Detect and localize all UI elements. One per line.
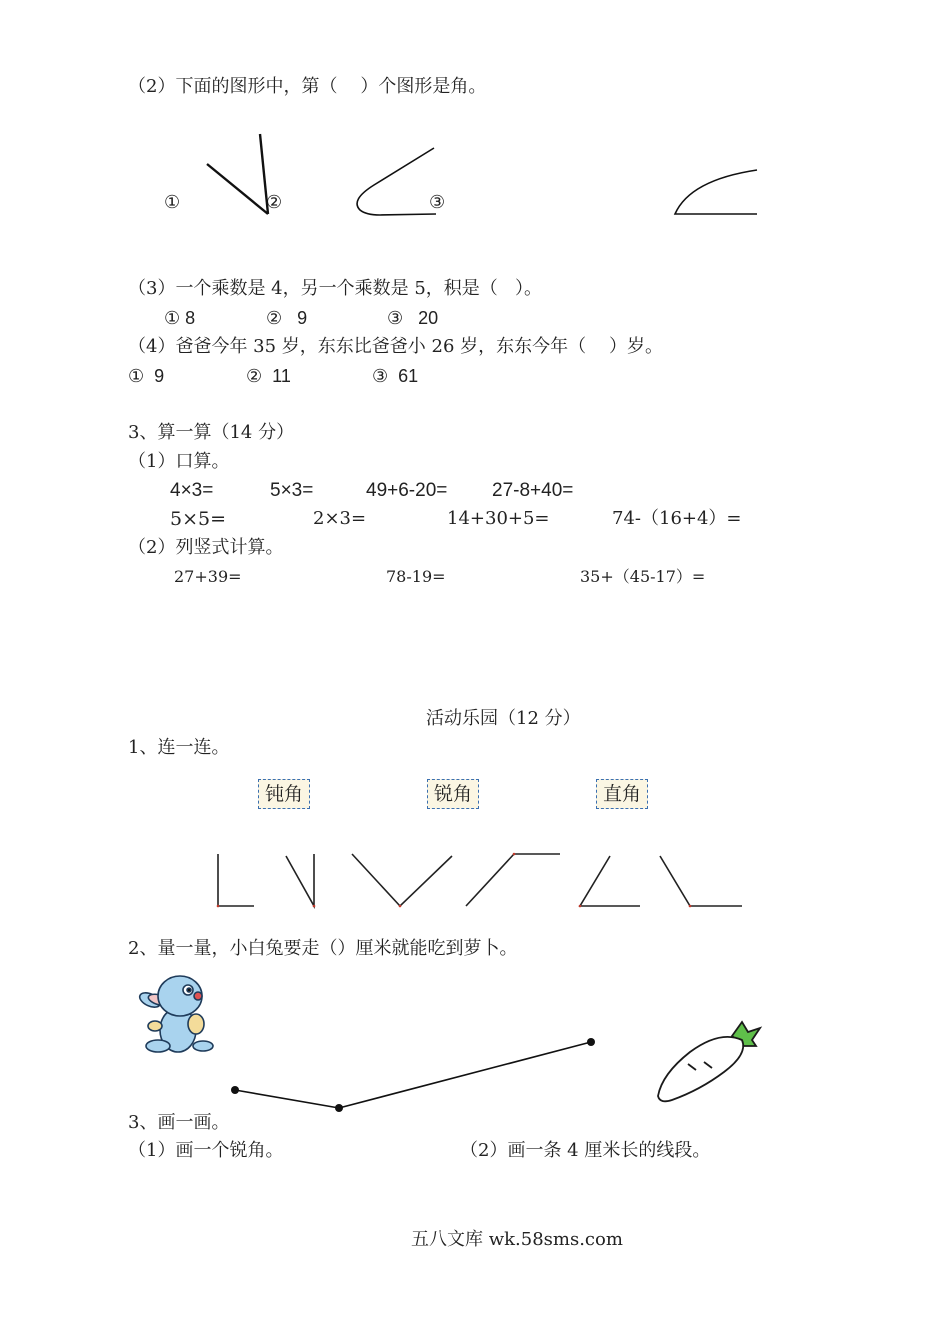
oral-calc-6: 2×3=	[313, 508, 367, 529]
question-4: （4）爸爸今年 35 岁，东东比爸爸小 26 岁，东东今年（ ）岁。	[128, 336, 664, 357]
question-3: （3）一个乘数是 4，另一个乘数是 5，积是（ ）。	[128, 278, 542, 299]
vertical-calc-1: 27+39=	[174, 567, 242, 586]
oral-calc-2: 5×3=	[270, 480, 314, 501]
path-point-end	[587, 1038, 595, 1046]
path-point-start	[231, 1086, 239, 1094]
figure-mark-1: ①	[164, 192, 181, 213]
activity-title: 活动乐园（12 分）	[426, 708, 581, 729]
q3-option-1: ① 8	[164, 308, 196, 328]
q4-option-1: ① 9	[128, 366, 165, 386]
figure-mark-2: ②	[266, 192, 283, 213]
oral-calc-4: 27-8+40=	[492, 480, 574, 501]
oral-calc-8: 74-（16+4）=	[612, 508, 742, 529]
question-2: （2）下面的图形中，第（ ）个图形是角。	[128, 76, 487, 97]
label-obtuse-angle: 钝角	[258, 779, 310, 809]
oral-calc-7: 14+30+5=	[447, 508, 550, 529]
oral-calc-1: 4×3=	[170, 480, 214, 501]
oral-calc-5: 5×5=	[170, 508, 227, 530]
draw-task-1: （1）画一个锐角。	[128, 1140, 284, 1161]
curve-figure-3	[675, 170, 757, 214]
label-acute-angle: 锐角	[427, 779, 479, 809]
rabbit-icon	[137, 976, 213, 1052]
label-right-angle: 直角	[596, 779, 648, 809]
curve-figure-2	[357, 148, 436, 215]
footer-text: 五八文库 wk.58sms.com	[411, 1229, 623, 1250]
angle-figure-1	[207, 134, 268, 214]
path-point-middle	[335, 1104, 343, 1112]
q3-option-3: ③ 20	[387, 308, 439, 328]
vertical-calc-title: （2）列竖式计算。	[128, 537, 284, 558]
draw-task-2: （2）画一条 4 厘米长的线段。	[460, 1140, 711, 1161]
section-3-title: 3、算一算（14 分）	[128, 422, 295, 443]
measure-title: 2、量一量，小白兔要走（）厘米就能吃到萝卜。	[128, 938, 518, 959]
vertical-calc-3: 35+（45-17）=	[580, 567, 706, 586]
q4-option-2: ② 11	[246, 366, 291, 386]
figure-mark-3: ③	[429, 192, 446, 213]
q4-option-3: ③ 61	[372, 366, 419, 386]
oral-calc-title: （1）口算。	[128, 451, 230, 472]
radish-icon	[658, 1022, 760, 1101]
path-line	[235, 1042, 591, 1108]
q3-option-2: ② 9	[266, 308, 308, 328]
oral-calc-3: 49+6-20=	[366, 480, 448, 501]
match-title: 1、连一连。	[128, 737, 230, 758]
draw-title: 3、画一画。	[128, 1112, 230, 1133]
vertical-calc-2: 78-19=	[386, 567, 446, 586]
match-angles	[218, 854, 742, 906]
